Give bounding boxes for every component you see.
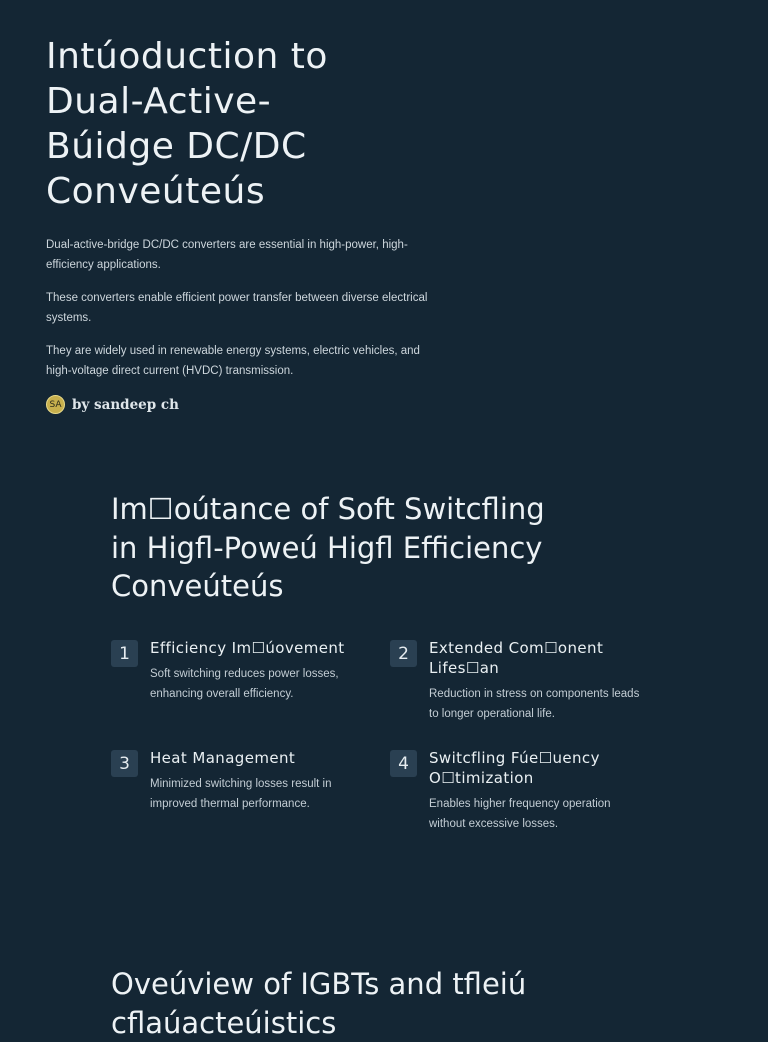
number-badge: 2 <box>390 640 417 667</box>
intro-slide <box>46 34 446 414</box>
author-byline: by sandeep ch <box>72 396 179 413</box>
benefit-card-1 <box>111 638 361 704</box>
author-row <box>46 395 446 414</box>
benefit-card-4 <box>390 748 640 834</box>
number-badge: 4 <box>390 750 417 777</box>
card-title: Switcfling Fúe☐uency O☐timization <box>429 749 600 787</box>
number-badge: 1 <box>111 640 138 667</box>
benefit-card-2 <box>390 638 640 724</box>
card-title: Extended Com☐onent Lifes☐an <box>429 639 604 677</box>
number-badge: 3 <box>111 750 138 777</box>
card-text: Reduction in stress on components leads to longer operational life. <box>429 688 640 720</box>
avatar: SA <box>46 395 65 414</box>
card-text: Minimized switching losses result in improved thermal performance. <box>150 778 332 810</box>
intro-paragraph: They are widely used in renewable energy systems, electric vehicles, and high-voltage direct current (HVDC) transmission. <box>46 345 420 377</box>
card-title: Efficiency Im☐úovement <box>150 639 345 657</box>
card-title: Heat Management <box>150 749 296 767</box>
benefit-card-3 <box>111 748 361 814</box>
intro-title: Intúoduction to Dual-Active- Búidge DC/DC Conveúteús <box>46 36 328 212</box>
card-text: Soft switching reduces power losses, enhancing overall efficiency. <box>150 668 339 700</box>
soft-switching-title: Im☐oútance of Soft Switcfling in Higfl-Poweú Higfl Efficiency Conveúteús <box>111 492 545 603</box>
intro-paragraph: Dual-active-bridge DC/DC converters are essential in high-power, high-efficiency applications. <box>46 239 408 271</box>
igbt-title: Oveúview of IGBTs and tfleiú cflaúacteúistics <box>111 967 527 1040</box>
intro-paragraph: These converters enable efficient power transfer between diverse electrical systems. <box>46 292 428 324</box>
igbt-slide <box>111 965 711 1042</box>
soft-switching-slide <box>111 490 691 830</box>
card-text: Enables higher frequency operation without excessive losses. <box>429 798 611 830</box>
intro-paragraphs <box>46 236 446 381</box>
